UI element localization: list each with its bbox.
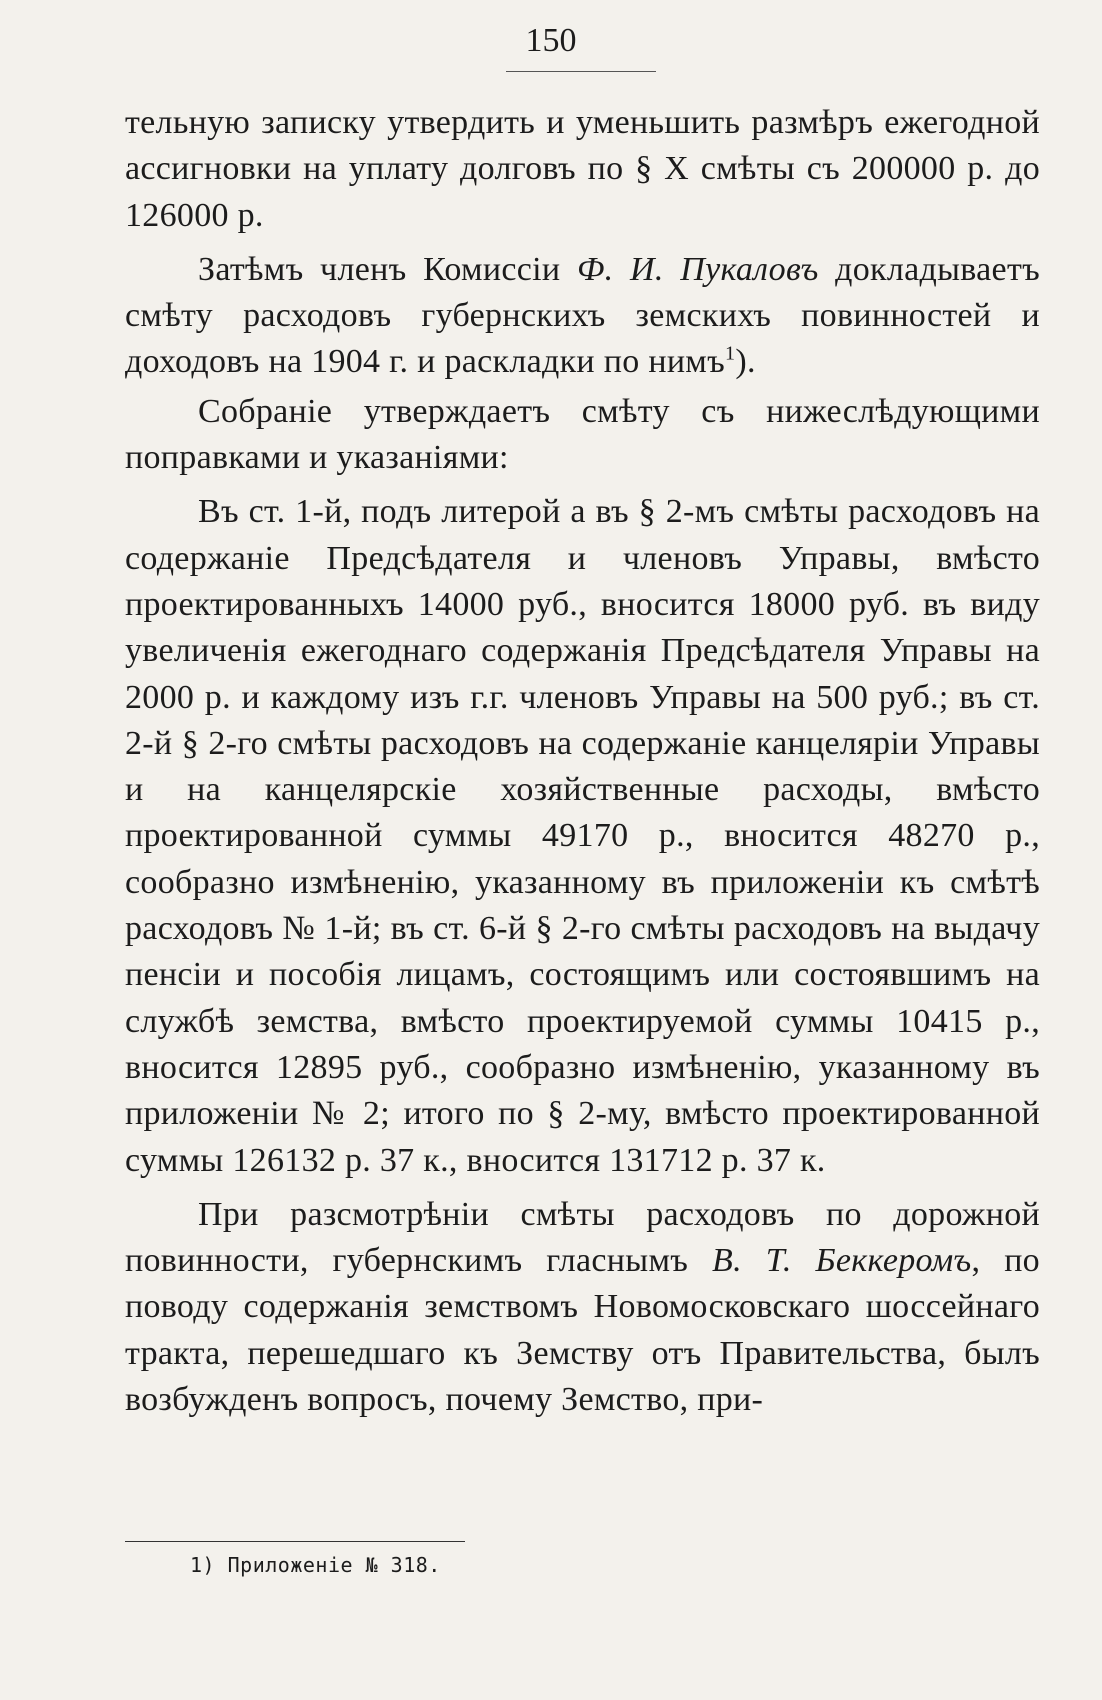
- footnote: 1) Приложеніе № 318.: [190, 1553, 441, 1577]
- paragraph-approval: Собраніе утверждаетъ смѣту съ нижеслѣдующими поправками и указаніями:: [125, 392, 1040, 477]
- footnote-reference: 1: [725, 343, 736, 366]
- paragraph-continued: тельную записку утвердить и уменьшить размѣръ ежегодной ассигновки на уплату долговъ по § X смѣты съ 200000 р. до 126000 р.: [125, 104, 1040, 234]
- paragraph-report-before: Затѣмъ членъ Комиссіи: [198, 250, 577, 288]
- paragraph-road-duty-before: При разсмотрѣніи смѣты расходовъ по дорожной повинности, губернскимъ гласнымъ: [125, 1195, 1040, 1280]
- paragraph-road-duty: [125, 1192, 1040, 1423]
- page-number: 150: [525, 22, 577, 59]
- footnote-rule: [125, 1541, 465, 1542]
- page-number-rule: [506, 71, 656, 72]
- person-name-bekker: В. Т. Беккеромъ: [712, 1242, 972, 1280]
- paragraph-report-end: ).: [735, 343, 756, 381]
- paragraph-report-after: докладываетъ смѣту расходовъ губернскихъ земскихъ повинностей и доходовъ на 1904 г. и раскладки по нимъ: [125, 250, 1040, 381]
- person-name-pukalov: Ф. И. Пукаловъ: [576, 250, 819, 288]
- paragraph-amendments: Въ ст. 1-й, подъ литерой а въ § 2-мъ смѣты расходовъ на содержаніе Предсѣдателя и членовъ Управы, вмѣсто проектированныхъ 14000 руб., вносится 18000 руб. въ виду увеличенія ежегоднаго содержанія Предсѣдателя Управы на 2000 р. и каждому изъ г.г. членовъ Управы на 500 руб.; въ ст. 2-й § 2-го смѣты расходовъ на содержаніе канцеляріи Управы и на канцелярскіе хозяйственные расходы, вмѣсто проектированной суммы 49170 р., вносится 48270 р., сообразно измѣненію, указанному въ приложеніи къ смѣтѣ расходовъ № 1-й; въ ст. 6-й § 2-го смѣты расходовъ на выдачу пенсіи и пособія лицамъ, состоящимъ или состоявшимъ на службѣ земства, вмѣсто проектируемой суммы 10415 р., вносится 12895 руб., сообразно измѣненію, указанному въ приложеніи № 2; итого по § 2-му, вмѣсто проектированной суммы 126132 р. 37 к., вносится 131712 р. 37 к.: [125, 493, 1040, 1179]
- paragraph-report: [125, 247, 1040, 386]
- page-body: [125, 100, 1040, 1423]
- paragraph-road-duty-after: , по поводу содержанія земствомъ Новомосковскаго шоссейнаго тракта, перешедшаго къ Земству отъ Правительства, былъ возбужденъ вопросъ, почему Земство, при-: [125, 1242, 1040, 1419]
